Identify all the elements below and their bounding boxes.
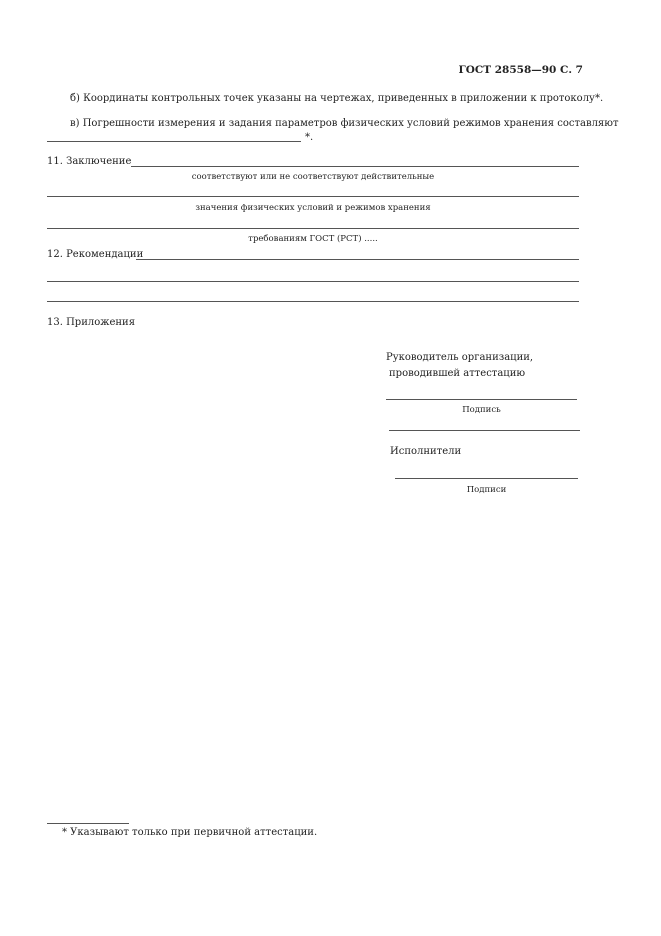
page-header: ГОСТ 28558—90 С. 7 xyxy=(458,64,583,76)
footnote-text: * Указывают только при первичной аттестации. xyxy=(62,827,318,838)
recommendations-line-1 xyxy=(136,259,579,260)
head-name-line xyxy=(389,430,580,431)
recommendations-label: 12. Рекомендации xyxy=(47,249,144,260)
conclusion-label: 11. Заключение xyxy=(47,156,132,167)
conclusion-caption-2: значения физических условий и режимов хранения xyxy=(195,203,431,213)
head-title-line-2: проводившей аттестацию xyxy=(389,368,526,379)
footnote-separator xyxy=(47,823,129,824)
performers-signature-line xyxy=(395,478,578,479)
conclusion-line-2 xyxy=(47,196,579,197)
conclusion-line-1 xyxy=(131,166,579,167)
item-v-suffix: *. xyxy=(305,132,314,143)
conclusion-caption-1: соответствуют или не соответствуют действительные xyxy=(191,172,435,182)
performers-label: Исполнители xyxy=(390,446,462,457)
recommendations-line-2 xyxy=(47,281,579,282)
conclusion-caption-3: требованиям ГОСТ (РСТ) ..... xyxy=(248,234,378,244)
recommendations-line-3 xyxy=(47,301,579,302)
signature-caption: Подпись xyxy=(462,405,501,415)
item-v-blank-line xyxy=(47,141,301,142)
item-v-text: в) Погрешности измерения и задания параметров физических условий режимов хранения составляют xyxy=(70,118,619,129)
conclusion-line-3 xyxy=(47,228,579,229)
appendices-label: 13. Приложения xyxy=(47,317,135,328)
item-b-text: б) Координаты контрольных точек указаны на чертежах, приведенных в приложении к протоколу*. xyxy=(70,93,604,104)
head-signature-line xyxy=(386,399,577,400)
signatures-caption: Подписи xyxy=(466,485,507,495)
head-title-line-1: Руководитель организации, xyxy=(386,352,534,363)
